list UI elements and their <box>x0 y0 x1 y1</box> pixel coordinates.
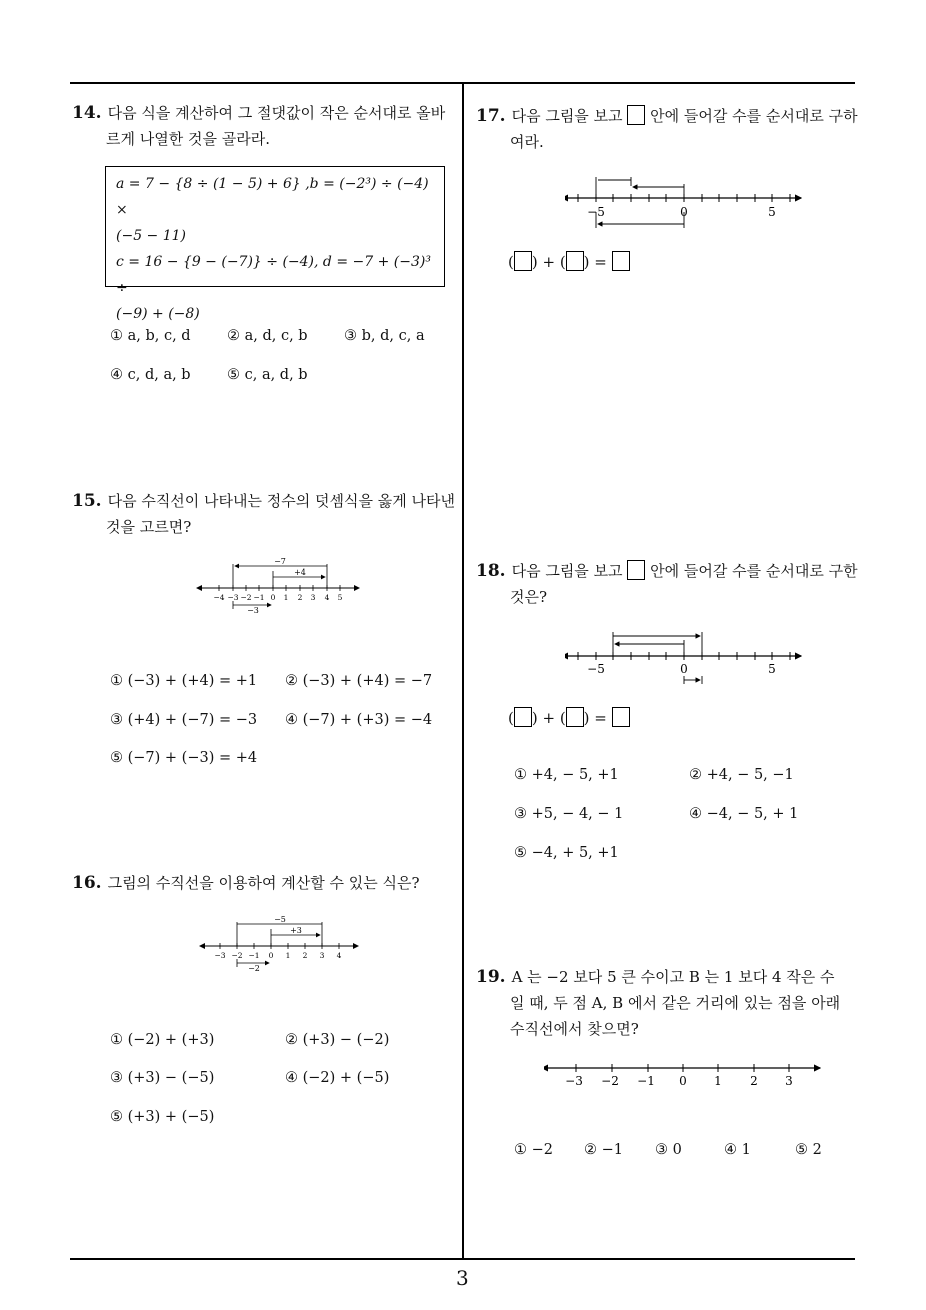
option-5[interactable]: ⑤ −4, + 5, +1 <box>514 845 619 861</box>
number-line-figure <box>544 1058 824 1094</box>
option-1[interactable]: ① a, b, c, d <box>110 328 191 344</box>
question-17-stem <box>476 103 861 155</box>
expression-line: (−9) + (−8) <box>116 306 200 322</box>
question-19-stem <box>476 964 861 1042</box>
question-text: 다음 수직선이 나타내는 정수의 덧셈식을 옳게 나타낸 <box>107 492 455 510</box>
option-4[interactable]: ④ (−7) + (+3) = −4 <box>285 712 433 728</box>
svg-text:2: 2 <box>297 593 303 602</box>
question-number: 15. <box>72 491 102 511</box>
bottom-rule <box>70 1258 855 1260</box>
option-2[interactable]: ② (+3) − (−2) <box>285 1032 390 1048</box>
question-text: 안에 들어갈 수를 순서대로 구한 <box>650 562 858 580</box>
svg-text:5: 5 <box>768 662 776 676</box>
page-number: 3 <box>456 1266 469 1290</box>
option-3[interactable]: ③ b, d, c, a <box>344 328 425 344</box>
option-3[interactable]: ③ 0 <box>655 1142 682 1158</box>
expression-line: c = 16 − {9 − (−7)} ÷ (−4), d = −7 + (−3)³ ÷ <box>116 254 431 296</box>
blank-box <box>612 251 630 271</box>
question-16-stem <box>72 870 457 896</box>
svg-text:1: 1 <box>285 951 291 960</box>
svg-text:−2: −2 <box>601 1074 619 1088</box>
question-text: 안에 들어갈 수를 순서대로 구하 <box>650 107 858 125</box>
option-5[interactable]: ⑤ 2 <box>795 1142 822 1158</box>
option-2[interactable]: ② (−3) + (+4) = −7 <box>285 673 433 689</box>
question-number: 16. <box>72 873 102 893</box>
tick-labels <box>214 951 341 960</box>
expression-line: (−5 − 11) <box>116 228 187 244</box>
question-15-stem <box>72 488 457 540</box>
svg-text:−1: −1 <box>253 593 265 602</box>
option-4[interactable]: ④ (−2) + (−5) <box>285 1070 390 1086</box>
option-2[interactable]: ② −1 <box>584 1142 623 1158</box>
option-2[interactable]: ② a, d, c, b <box>227 328 308 344</box>
option-3[interactable]: ③ +5, − 4, − 1 <box>514 806 624 822</box>
question-text: 일 때, 두 점 A, B 에서 같은 거리에 있는 점을 아래 <box>510 994 841 1012</box>
question-number: 17. <box>476 106 506 126</box>
svg-text:−3: −3 <box>227 593 239 602</box>
blank-box <box>514 251 532 271</box>
blank-box <box>566 251 584 271</box>
option-4[interactable]: ④ −4, − 5, + 1 <box>689 806 799 822</box>
label-bottom: −3 <box>247 606 259 615</box>
question-text: 다음 식을 계산하여 그 절댓값이 작은 순서대로 올바 <box>107 104 446 122</box>
label-top: −7 <box>274 557 286 566</box>
blank-box <box>514 707 532 727</box>
expression-line: a = 7 − {8 ÷ (1 − 5) + 6} ,b = (−2³) ÷ (−4) × <box>116 176 429 218</box>
svg-text:−5: −5 <box>587 205 605 219</box>
label-top: −5 <box>274 915 286 924</box>
svg-text:3: 3 <box>319 951 325 960</box>
svg-text:5: 5 <box>768 205 776 219</box>
svg-text:1: 1 <box>283 593 289 602</box>
question-text: 다음 그림을 보고 <box>511 562 623 580</box>
number-line-figure <box>565 628 805 690</box>
blank-box <box>612 707 630 727</box>
svg-text:0: 0 <box>679 1074 687 1088</box>
tick-labels <box>565 1074 793 1088</box>
label-bottom: −2 <box>248 964 260 973</box>
svg-text:−2: −2 <box>240 593 252 602</box>
number-line-figure <box>198 914 363 974</box>
option-5[interactable]: ⑤ c, a, d, b <box>227 367 308 383</box>
svg-text:3: 3 <box>310 593 316 602</box>
svg-text:0: 0 <box>270 593 276 602</box>
question-14-stem <box>72 100 457 152</box>
question-18-stem <box>476 558 861 610</box>
svg-text:−1: −1 <box>637 1074 655 1088</box>
question-number: 18. <box>476 561 506 581</box>
question-number: 19. <box>476 967 506 987</box>
svg-text:0: 0 <box>268 951 274 960</box>
tick-labels <box>587 662 776 676</box>
question-text: 것은? <box>510 588 548 606</box>
tick-labels <box>587 205 776 219</box>
svg-text:0: 0 <box>680 205 688 219</box>
option-5[interactable]: ⑤ (−7) + (−3) = +4 <box>110 750 258 766</box>
answer-equation: ( ) + ( ) = <box>508 707 630 727</box>
svg-text:5: 5 <box>337 593 343 602</box>
svg-text:4: 4 <box>324 593 330 602</box>
option-1[interactable]: ① −2 <box>514 1142 553 1158</box>
expression-box <box>105 166 445 322</box>
svg-text:−3: −3 <box>565 1074 583 1088</box>
option-1[interactable]: ① (−3) + (+4) = +1 <box>110 673 258 689</box>
question-text: 다음 그림을 보고 <box>511 107 623 125</box>
svg-text:−1: −1 <box>248 951 260 960</box>
svg-text:−5: −5 <box>587 662 605 676</box>
option-1[interactable]: ① (−2) + (+3) <box>110 1032 215 1048</box>
blank-box <box>566 707 584 727</box>
answer-equation: ( ) + ( ) = <box>508 251 630 271</box>
blank-box <box>627 105 645 125</box>
svg-text:0: 0 <box>680 662 688 676</box>
number-line-figure <box>195 556 365 616</box>
question-text: A 는 −2 보다 5 큰 수이고 B 는 1 보다 4 작은 수 <box>511 968 835 986</box>
tick-labels <box>213 593 342 602</box>
column-divider <box>462 82 464 1260</box>
question-text: 것을 고르면? <box>106 518 192 536</box>
label-mid: +4 <box>294 568 306 577</box>
option-4[interactable]: ④ 1 <box>724 1142 751 1158</box>
question-text: 여라. <box>510 133 544 151</box>
option-1[interactable]: ① +4, − 5, +1 <box>514 767 619 783</box>
svg-text:4: 4 <box>336 951 342 960</box>
option-5[interactable]: ⑤ (+3) + (−5) <box>110 1109 215 1125</box>
question-text: 르게 나열한 것을 골라라. <box>106 130 270 148</box>
svg-text:2: 2 <box>750 1074 758 1088</box>
label-mid: +3 <box>290 926 302 935</box>
number-line-figure <box>565 172 805 234</box>
option-4[interactable]: ④ c, d, a, b <box>110 367 191 383</box>
svg-text:−3: −3 <box>214 951 226 960</box>
svg-text:2: 2 <box>302 951 308 960</box>
question-text: 그림의 수직선을 이용하여 계산할 수 있는 식은? <box>107 874 420 892</box>
option-2[interactable]: ② +4, − 5, −1 <box>689 767 794 783</box>
question-number: 14. <box>72 103 102 123</box>
svg-text:1: 1 <box>714 1074 722 1088</box>
svg-text:3: 3 <box>785 1074 793 1088</box>
option-3[interactable]: ③ (+3) − (−5) <box>110 1070 215 1086</box>
svg-text:−4: −4 <box>213 593 225 602</box>
blank-box <box>627 560 645 580</box>
question-text: 수직선에서 찾으면? <box>510 1020 639 1038</box>
svg-text:−2: −2 <box>231 951 243 960</box>
option-3[interactable]: ③ (+4) + (−7) = −3 <box>110 712 258 728</box>
